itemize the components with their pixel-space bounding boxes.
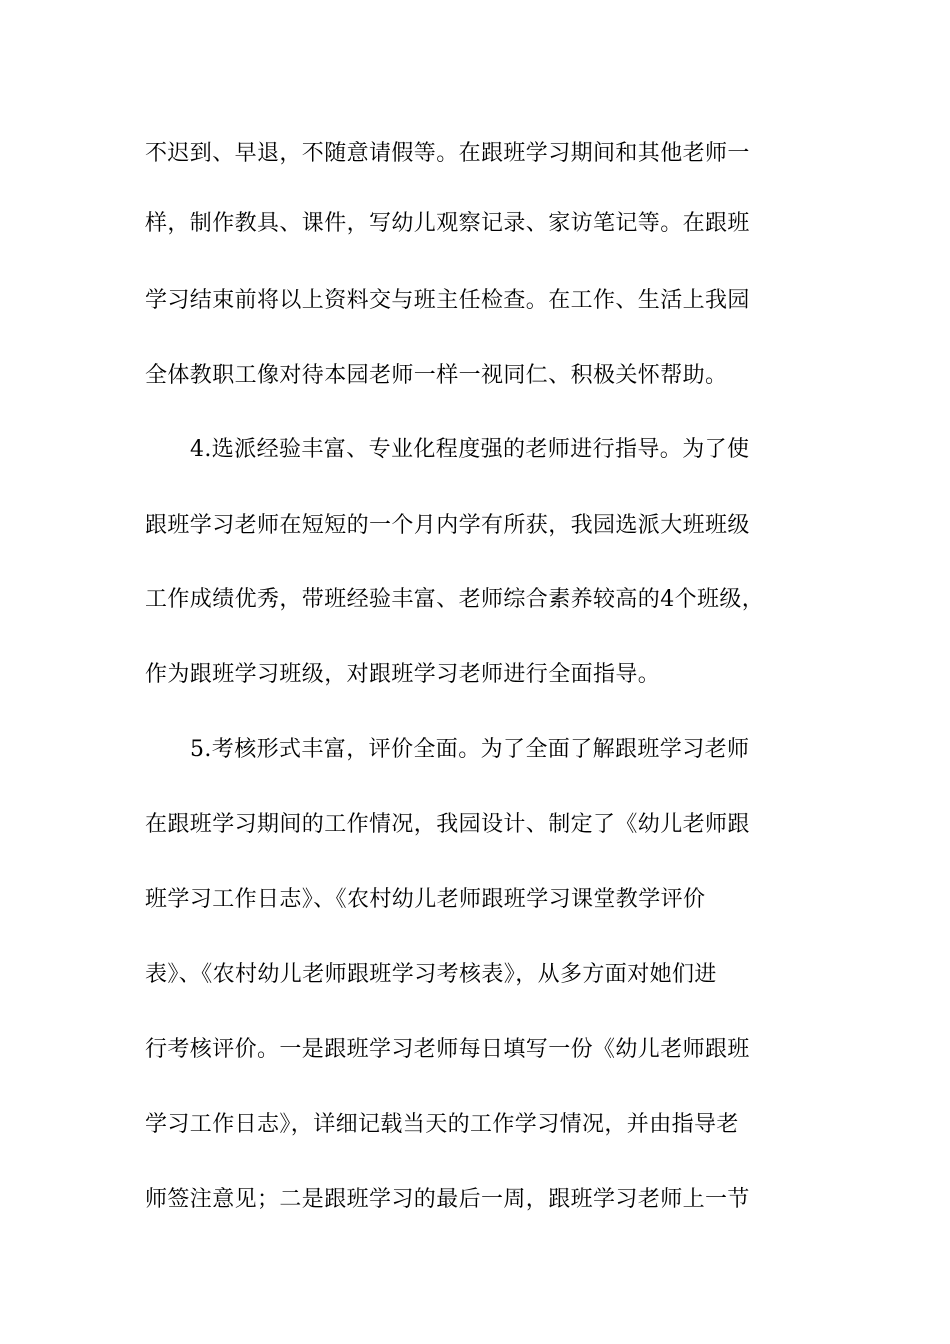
paragraph-5-first-line: 5.考核形式丰富，评价全面。为了全面了解跟班学习老师 — [190, 737, 750, 762]
text-line-7: 工作成绩优秀，带班经验丰富、老师综合素养较高的4个班级， — [145, 587, 765, 612]
text-line-14: 学习工作日志》，详细记载当天的工作学习情况，并由指导老 — [145, 1112, 739, 1137]
text-line-1: 不迟到、早退，不随意请假等。在跟班学习期间和其他老师一 — [145, 141, 750, 166]
text-line-10: 在跟班学习期间的工作情况，我园设计、制定了《幼儿老师跟 — [145, 812, 750, 837]
text-line-6: 跟班学习老师在短短的一个月内学有所获，我园选派大班班级 — [145, 513, 750, 538]
text-line-11: 班学习工作日志》、《农村幼儿老师跟班学习课堂教学评价 — [145, 887, 706, 912]
text-line-3: 学习结束前将以上资料交与班主任检查。在工作、生活上我园 — [145, 288, 750, 313]
text-line-4: 全体教职工像对待本园老师一样一视同仁、积极关怀帮助。 — [145, 363, 728, 388]
text-line-13: 行考核评价。一是跟班学习老师每日填写一份《幼儿老师跟班 — [145, 1037, 750, 1062]
paragraph-4-first-line: 4.选派经验丰富、专业化程度强的老师进行指导。为了使 — [190, 437, 750, 462]
text-line-15: 师签注意见；二是跟班学习的最后一周，跟班学习老师上一节 — [145, 1187, 750, 1212]
text-line-12: 表》、《农村幼儿老师跟班学习考核表》，从多方面对她们进 — [145, 962, 717, 987]
text-line-8: 作为跟班学习班级，对跟班学习老师进行全面指导。 — [145, 662, 661, 687]
text-line-2: 样，制作教具、课件，写幼儿观察记录、家访笔记等。在跟班 — [145, 211, 750, 236]
